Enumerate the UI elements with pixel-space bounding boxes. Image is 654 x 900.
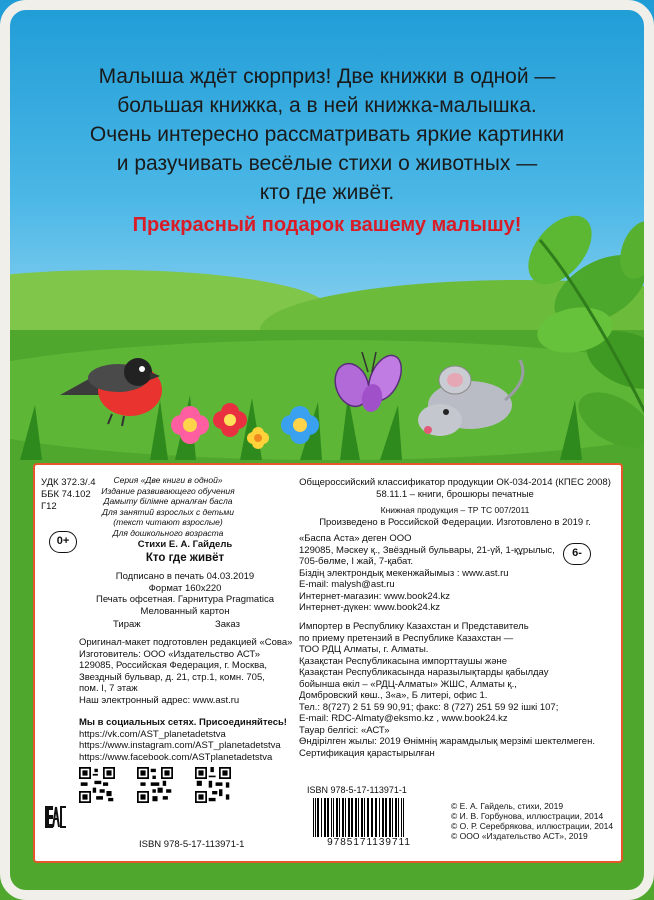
social-link-facebook[interactable]: https://www.facebook.com/ASTplanetadetstva [79, 751, 273, 763]
barcode-bar [382, 798, 384, 840]
barcode-bar [321, 798, 322, 840]
social-link-instagram[interactable]: https://www.instagram.com/AST_planetadetstva [79, 740, 281, 751]
qr-code-icon[interactable] [195, 767, 231, 803]
qr-code-icon[interactable] [79, 767, 115, 803]
series-line: (текст читают взрослые) [113, 517, 223, 527]
classifier-block [285, 477, 625, 528]
importer-line: ТОО РДЦ Алматы, г. Алматы. [299, 644, 429, 655]
tagline: Прекрасный подарок вашему малышу! [132, 214, 522, 236]
barcode-bar [317, 798, 319, 840]
barcode-bar [361, 798, 363, 840]
kz-publisher-line: 705-бөлме, I жай, 7-қабат. [299, 556, 413, 567]
age-rating-badge: 0+ [49, 531, 77, 553]
social-link-vk[interactable]: https://vk.com/AST_planetadetstva [79, 728, 226, 740]
tr-ts-line: Книжная продукция – ТР ТС 007/2011 [380, 505, 530, 515]
barcode-bar [392, 798, 393, 840]
print-line: Формат 160x220 [148, 582, 222, 594]
series-line: Издание развивающего обучения [101, 485, 235, 496]
author-line: Стихи Е. А. Гайдель [137, 539, 233, 550]
eac-mark-icon [45, 805, 67, 829]
barcode-bar [333, 798, 334, 840]
series-line: Дамыту білімне арналған басла [103, 496, 233, 506]
blurb-line: Очень интересно рассматривать яркие картинки [89, 123, 565, 146]
social-title: Мы в социальных сетях. Присоединяйтесь! [79, 717, 287, 728]
publisher-line: пом. I, 7 этаж [79, 683, 138, 694]
copyright-line: © И. В. Горбунова, иллюстрации, 2014 [451, 811, 604, 821]
kz-publisher-line: Интернет-дүкен: www.book24.kz [299, 602, 440, 613]
barcode-bar [336, 798, 338, 840]
barcode-bar [331, 798, 332, 840]
barcode-bar [348, 798, 350, 840]
kz-publisher-line: Біздің электрондық мекенжайымыз : www.ast.ru [299, 567, 509, 579]
importer-line: Өндірілген жылы: 2019 Өнімнің жарамдылық мерзімі шектелмеген. [299, 736, 595, 747]
print-line: Мелованный картон [140, 605, 230, 617]
copyright-block [451, 801, 613, 841]
kz-publisher-line: Интернет-магазин: www.book24.kz [299, 590, 451, 602]
classifier-line: 58.11.1 – книги, брошюры печатные [376, 488, 534, 500]
barcode-bar [342, 798, 344, 840]
blurb-line: и разучивать весёлые стихи о животных — [116, 152, 538, 175]
importer-line: Импортер в Республику Казахстан и Представитель [299, 621, 529, 632]
barcode-bar [345, 798, 346, 840]
importer-block [299, 621, 595, 759]
series-line: Для занятий взрослых с детьми [102, 506, 234, 517]
book-title: Кто где живёт [145, 551, 225, 564]
publisher-info [79, 637, 292, 706]
barcode-bar [324, 798, 326, 840]
barcode-bar [367, 798, 369, 840]
imprint-panel [33, 463, 623, 863]
kz-publisher-block [299, 533, 555, 614]
publisher-line: Изготовитель: ООО «Издательство АСТ» [79, 648, 261, 660]
social-block [79, 717, 287, 763]
importer-line: Тауар белгісі: «АСТ» [299, 724, 390, 736]
print-line: Печать офсетная. Гарнитура Pragmatica [96, 594, 274, 605]
zakaz-label: Заказ [215, 619, 240, 630]
barcode-bar [355, 798, 357, 840]
importer-line: Сертификация қарастырылған [299, 747, 435, 759]
barcode-bar [395, 798, 397, 840]
barcode-bar [339, 798, 340, 840]
importer-line: Домбровский көш., 3«а», Б литері, офис 1. [299, 690, 488, 701]
barcode-bar [364, 798, 365, 840]
barcode-bar [398, 798, 399, 840]
importer-line: Қазақстан Республикасына импорттаушы және [299, 655, 508, 667]
kz-publisher-line: «Баспа Аста» деген ООО [299, 533, 412, 544]
author-sign: Г12 [41, 501, 57, 512]
classifier-line: Общероссийский классификатор продукции ОК-034-2014 (КПЕС 2008) [299, 477, 611, 488]
barcode-bar [327, 798, 329, 840]
series-line: Серия «Две книги в одной» [113, 475, 223, 485]
qr-code-icon[interactable] [137, 767, 173, 803]
book-heading [85, 539, 285, 565]
copyright-line: © Е. А. Гайдель, стихи, 2019 [451, 801, 564, 811]
blurb-line: Малыша ждёт сюрприз! Две книжки в одной — [98, 65, 556, 88]
age-rating-badge: 6- [563, 543, 591, 565]
isbn-left: ISBN 978-5-17-113971-1 [139, 839, 245, 850]
barcode-bar [351, 798, 353, 840]
importer-line: E-mail: RDC-Almaty@eksmo.kz , www.book24.kz [299, 713, 508, 724]
blurb-text [40, 62, 614, 207]
isbn-right: ISBN 978-5-17-113971-1 [307, 785, 407, 795]
barcode-bar [379, 798, 380, 840]
publisher-line: Оригинал-макет подготовлен редакцией «Сова» [79, 637, 293, 648]
print-details [85, 571, 285, 617]
made-in-line: Произведено в Российской Федерации. Изготовлено в 2019 г. [319, 516, 591, 528]
blurb-line: кто где живёт. [259, 181, 395, 204]
barcode-bar [385, 798, 387, 840]
series-line: Для дошкольного возраста [112, 527, 224, 538]
blurb-line: большая книжка, а в ней книжка-малышка. [117, 94, 537, 117]
series-info [93, 475, 243, 538]
copyright-line: © ООО «Издательство АСТ», 2019 [451, 831, 588, 841]
udk-code: УДК 372.3/.4 [41, 477, 96, 488]
barcode-bar [358, 798, 359, 840]
copyright-line: © О. Р. Серебрякова, иллюстрации, 2014 [451, 821, 614, 831]
barcode-digits: 9785171139711 [301, 837, 437, 849]
barcode-bar [375, 798, 377, 840]
importer-line: Тел.: 8(727) 2 51 59 90,91; факс: 8 (727) 251 59 92 ішкі 107; [299, 701, 559, 713]
importer-line: бойынша өкіл – «РДЦ-Алматы» ЖШС, Алматы қ., [299, 678, 517, 690]
publisher-line: 129085, Российская Федерация, г. Москва, [79, 660, 267, 671]
kz-publisher-line: E-mail: malysh@ast.ru [299, 579, 395, 590]
print-line: Подписано в печать 04.03.2019 [115, 571, 255, 582]
importer-line: по приему претензий в Республике Казахстан — [299, 632, 514, 644]
barcode-bar [371, 798, 373, 840]
tirazh-label: Тираж [113, 619, 141, 630]
publisher-line: Наш электронный адрес: www.ast.ru [79, 694, 240, 706]
importer-line: Қазақстан Республикасында наразылықтарды қабылдау [299, 667, 549, 678]
publisher-line: Звездный бульвар, д. 21, стр.1, комн. 705, [79, 671, 265, 683]
kz-publisher-line: 129085, Мәскеу қ., Звёздный бульвары, 21-үй, 1-құрылыс, [299, 544, 555, 556]
barcode-bar [389, 798, 391, 840]
bbk-code: ББК 74.102 [41, 489, 91, 500]
